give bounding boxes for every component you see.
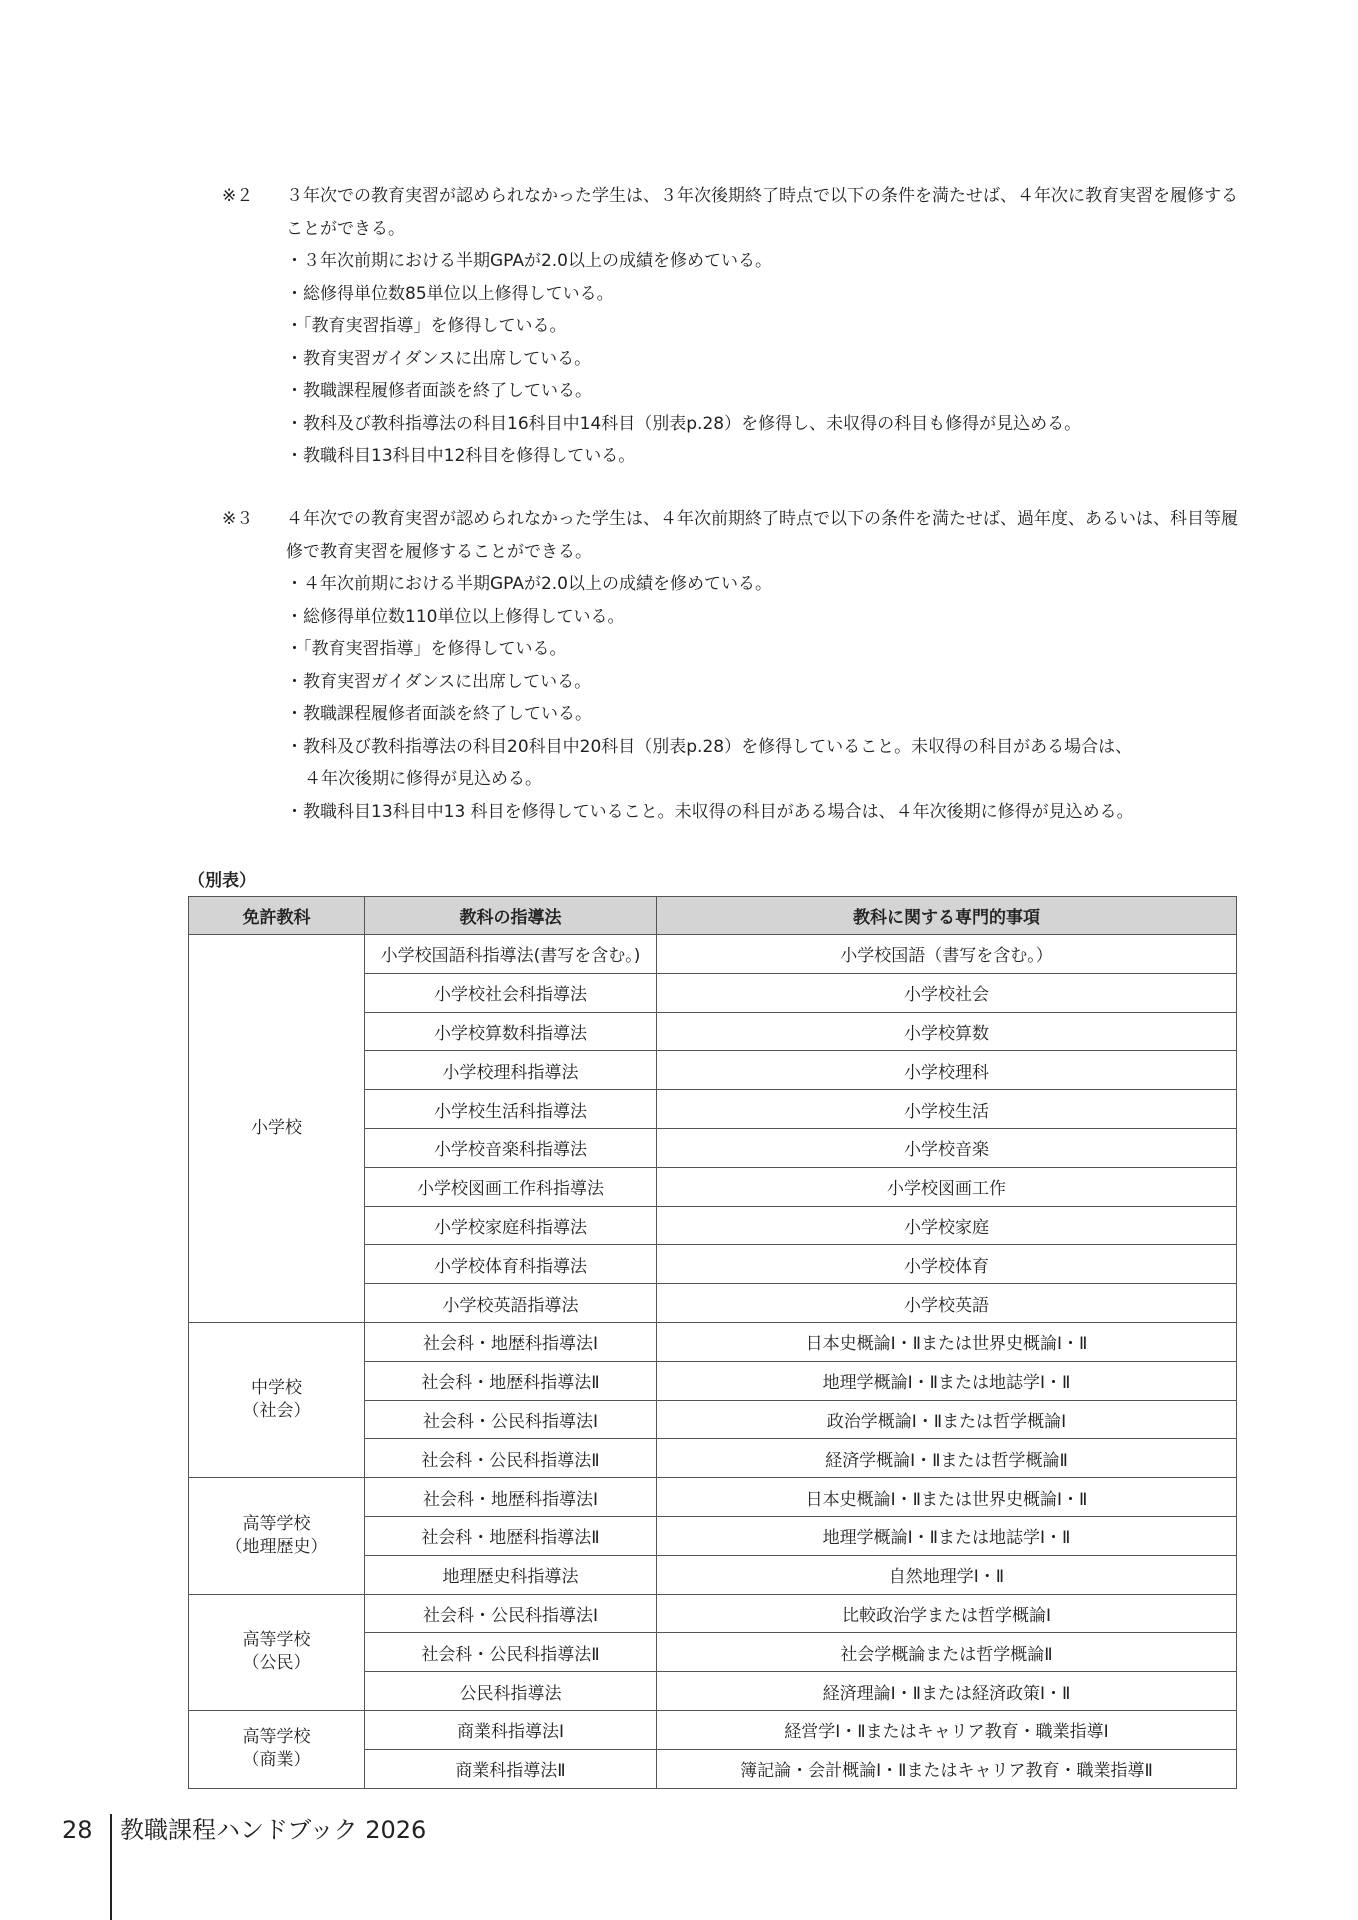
specialized-matters-cell: 比較政治学または哲学概論Ⅰ xyxy=(657,1594,1237,1633)
condition-item: ・教職課程履修者面談を終了している。 xyxy=(286,381,592,401)
teaching-method-cell: 小学校社会科指導法 xyxy=(365,973,657,1012)
note-2-text: ３年次での教育実習が認められなかった学生は、３年次後期終了時点で以下の条件を満たせば、４年次に教育実習を履修することができる。 xyxy=(286,186,1238,239)
teaching-method-cell: 商業科指導法Ⅱ xyxy=(365,1749,657,1788)
specialized-matters-cell: 小学校体育 xyxy=(657,1245,1237,1284)
teaching-method-cell: 社会科・地歴科指導法Ⅱ xyxy=(365,1516,657,1555)
specialized-matters-cell: 小学校算数 xyxy=(657,1012,1237,1051)
condition-item: ・「教育実習指導」を修得している。 xyxy=(286,639,567,659)
license-subject-name: 小学校 xyxy=(251,1117,302,1138)
license-subject-name: 高等学校 xyxy=(242,1513,311,1534)
teaching-method-cell: 社会科・公民科指導法Ⅱ xyxy=(365,1633,657,1672)
note-2-mark: ※２ xyxy=(222,186,254,206)
note-3 xyxy=(222,503,1242,828)
table-caption: （別表） xyxy=(188,871,256,891)
table-header-row xyxy=(189,897,1237,935)
teaching-method-cell: 社会科・公民科指導法Ⅱ xyxy=(365,1439,657,1478)
note-3-conditions xyxy=(222,568,1242,828)
license-subject-cell xyxy=(189,1710,365,1788)
license-subject-name: 高等学校 xyxy=(242,1630,311,1651)
handbook-title: 教職課程ハンドブック 2026 xyxy=(120,1816,427,1844)
header-license-subject: 免許教科 xyxy=(189,897,365,935)
license-subject-qualifier: （公民） xyxy=(242,1653,311,1674)
note-2-conditions xyxy=(222,245,1242,473)
teaching-method-cell: 小学校算数科指導法 xyxy=(365,1012,657,1051)
teaching-method-cell: 社会科・地歴科指導法Ⅰ xyxy=(365,1478,657,1517)
condition-item: ・教科及び教科指導法の科目16科目中14科目（別表p.28）を修得し、未収得の科目も修得が見込める。 xyxy=(286,413,1082,434)
teaching-method-cell: 小学校図画工作科指導法 xyxy=(365,1167,657,1206)
specialized-matters-cell: 地理学概論Ⅰ・Ⅱまたは地誌学Ⅰ・Ⅱ xyxy=(657,1361,1237,1400)
table-row xyxy=(189,1322,1237,1361)
page-number: 28 xyxy=(62,1816,93,1844)
table-row xyxy=(189,1710,1237,1749)
specialized-matters-cell: 小学校図画工作 xyxy=(657,1167,1237,1206)
specialized-matters-cell: 地理学概論Ⅰ・Ⅱまたは地誌学Ⅰ・Ⅱ xyxy=(657,1516,1237,1555)
specialized-matters-cell: 経済理論Ⅰ・Ⅱまたは経済政策Ⅰ・Ⅱ xyxy=(657,1672,1237,1711)
teaching-method-cell: 社会科・地歴科指導法Ⅰ xyxy=(365,1322,657,1361)
specialized-matters-cell: 小学校国語（書写を含む。） xyxy=(657,935,1237,974)
teaching-method-cell: 小学校生活科指導法 xyxy=(365,1090,657,1129)
specialized-matters-cell: 日本史概論Ⅰ・Ⅱまたは世界史概論Ⅰ・Ⅱ xyxy=(657,1322,1237,1361)
specialized-matters-cell: 小学校生活 xyxy=(657,1090,1237,1129)
teaching-method-cell: 社会科・公民科指導法Ⅰ xyxy=(365,1594,657,1633)
condition-item: ・教職科目13科目中12科目を修得している。 xyxy=(286,446,636,466)
specialized-matters-cell: 経済学概論Ⅰ・Ⅱまたは哲学概論Ⅱ xyxy=(657,1439,1237,1478)
teaching-method-cell: 小学校家庭科指導法 xyxy=(365,1206,657,1245)
table-body xyxy=(189,935,1237,1789)
license-subject-cell xyxy=(189,1594,365,1710)
condition-item: ・総修得単位数110単位以上修得している。 xyxy=(286,606,625,627)
note-3-text: ４年次での教育実習が認められなかった学生は、４年次前期終了時点で以下の条件を満たせば、過年度、あるいは、科目等履修で教育実習を履修することができる。 xyxy=(286,509,1238,562)
header-specialized-matters: 教科に関する専門的事項 xyxy=(657,897,1237,935)
condition-item: ・総修得単位数85単位以上修得している。 xyxy=(286,283,614,304)
condition-item: ・教育実習ガイダンスに出席している。 xyxy=(286,671,592,692)
condition-item xyxy=(286,731,1242,796)
teaching-method-cell: 公民科指導法 xyxy=(365,1672,657,1711)
specialized-matters-cell: 社会学概論または哲学概論Ⅱ xyxy=(657,1633,1237,1672)
specialized-matters-cell: 小学校社会 xyxy=(657,973,1237,1012)
specialized-matters-cell: 日本史概論Ⅰ・Ⅱまたは世界史概論Ⅰ・Ⅱ xyxy=(657,1478,1237,1517)
specialized-matters-cell: 小学校理科 xyxy=(657,1051,1237,1090)
specialized-matters-cell: 経営学Ⅰ・Ⅱまたはキャリア教育・職業指導Ⅰ xyxy=(657,1710,1237,1749)
license-subject-cell xyxy=(189,1478,365,1594)
teaching-method-cell: 社会科・地歴科指導法Ⅱ xyxy=(365,1361,657,1400)
condition-item: ・教職課程履修者面談を終了している。 xyxy=(286,704,592,724)
specialized-matters-cell: 自然地理学Ⅰ・Ⅱ xyxy=(657,1555,1237,1594)
table-row xyxy=(189,1478,1237,1517)
teaching-method-cell: 小学校体育科指導法 xyxy=(365,1245,657,1284)
license-subject-qualifier: （社会） xyxy=(242,1401,311,1422)
teaching-method-cell: 地理歴史科指導法 xyxy=(365,1555,657,1594)
license-subject-qualifier: （地理歴史） xyxy=(225,1536,328,1557)
license-subject-name: 中学校 xyxy=(251,1378,302,1399)
condition-item: ・４年次前期における半期GPAが2.0以上の成績を修めている。 xyxy=(286,574,773,594)
header-teaching-method: 教科の指導法 xyxy=(365,897,657,935)
license-subject-name: 高等学校 xyxy=(242,1727,311,1748)
teaching-method-cell: 社会科・公民科指導法Ⅰ xyxy=(365,1400,657,1439)
table-row xyxy=(189,1594,1237,1633)
teaching-method-cell: 小学校国語科指導法(書写を含む。) xyxy=(365,935,657,974)
note-3-mark: ※３ xyxy=(222,509,254,529)
condition-text: ・教科及び教科指導法の科目20科目中20科目（別表p.28）を修得していること。未収得の科目がある場合は、 xyxy=(286,736,1133,757)
teaching-method-cell: 小学校理科指導法 xyxy=(365,1051,657,1090)
footer-divider xyxy=(110,1814,112,1920)
condition-item: ・教育実習ガイダンスに出席している。 xyxy=(286,348,592,369)
specialized-matters-cell: 小学校音楽 xyxy=(657,1128,1237,1167)
table-row xyxy=(189,935,1237,974)
condition-continuation: ４年次後期に修得が見込める。 xyxy=(304,769,542,789)
teaching-method-cell: 小学校音楽科指導法 xyxy=(365,1128,657,1167)
condition-item: ・教職科目13科目中13 科目を修得していること。未収得の科目がある場合は、４年次後期に修得が見込める。 xyxy=(286,801,1134,822)
specialized-matters-cell: 小学校家庭 xyxy=(657,1206,1237,1245)
specialized-matters-cell: 小学校英語 xyxy=(657,1284,1237,1323)
condition-item: ・３年次前期における半期GPAが2.0以上の成績を修めている。 xyxy=(286,251,773,271)
license-subject-cell xyxy=(189,1322,365,1477)
license-subject-cell xyxy=(189,935,365,1323)
specialized-matters-cell: 政治学概論Ⅰ・Ⅱまたは哲学概論Ⅰ xyxy=(657,1400,1237,1439)
condition-item: ・「教育実習指導」を修得している。 xyxy=(286,316,567,336)
subjects-table xyxy=(188,896,1237,1789)
teaching-method-cell: 小学校英語指導法 xyxy=(365,1284,657,1323)
teaching-method-cell: 商業科指導法Ⅰ xyxy=(365,1710,657,1749)
note-2 xyxy=(222,180,1242,473)
specialized-matters-cell: 簿記論・会計概論Ⅰ・Ⅱまたはキャリア教育・職業指導Ⅱ xyxy=(657,1749,1237,1788)
license-subject-qualifier: （商業） xyxy=(242,1750,311,1771)
